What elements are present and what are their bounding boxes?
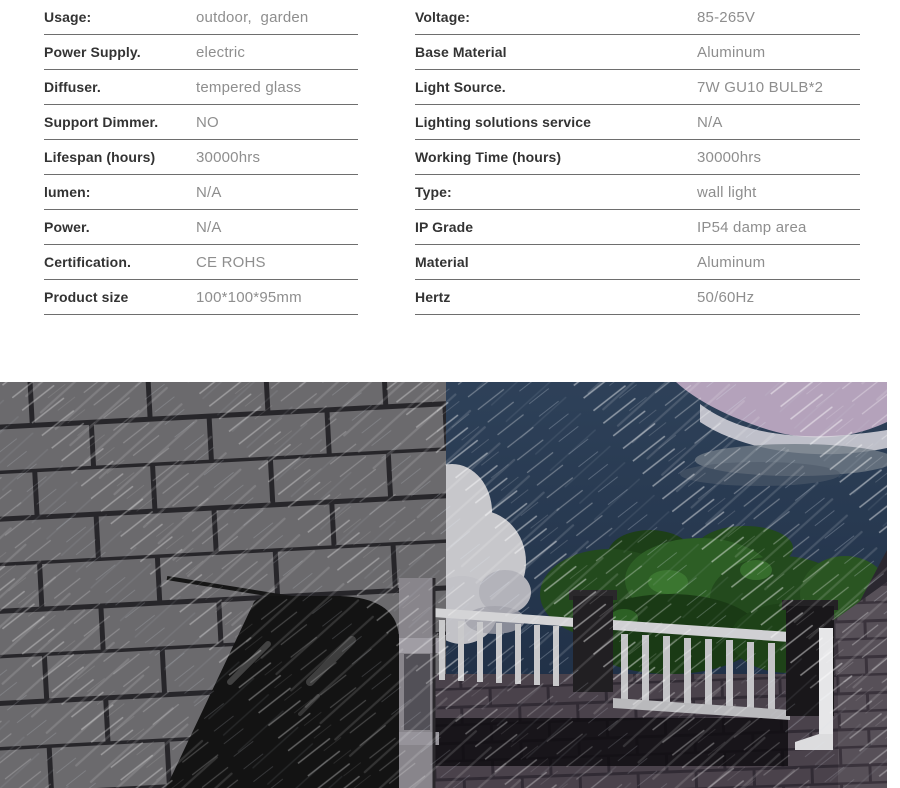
spec-label: Certification.: [44, 254, 131, 270]
spec-row: [44, 280, 358, 315]
spec-row: [44, 70, 358, 105]
spec-label: Working Time (hours): [415, 149, 562, 165]
spec-row: [44, 210, 358, 245]
spec-label: Lifespan (hours): [44, 149, 156, 165]
spec-label: Power.: [44, 219, 90, 235]
spec-row: [44, 105, 358, 140]
spec-value: N/A: [196, 218, 222, 236]
spec-label: Material: [415, 254, 469, 270]
spec-label: Lighting solutions service: [415, 114, 592, 130]
spec-row: [415, 0, 860, 35]
spec-label: Support Dimmer.: [44, 114, 159, 130]
spec-label: Product size: [44, 289, 129, 305]
spec-value: 50/60Hz: [697, 288, 755, 306]
spec-label: Base Material: [415, 44, 507, 60]
spec-value: N/A: [196, 183, 222, 201]
spec-label: Hertz: [415, 289, 451, 305]
spec-label: Power Supply.: [44, 44, 141, 60]
spec-value: 100*100*95mm: [196, 288, 302, 306]
spec-value: N/A: [697, 113, 723, 131]
spec-row: [415, 210, 860, 245]
spec-row: [415, 70, 860, 105]
product-scene-image: [0, 382, 887, 788]
spec-label: lumen:: [44, 184, 91, 200]
spec-value: outdoor, garden: [196, 8, 309, 26]
spec-value: IP54 damp area: [697, 218, 807, 236]
spec-label: IP Grade: [415, 219, 474, 235]
spec-row: [415, 105, 860, 140]
spec-row: [415, 245, 860, 280]
spec-row: [415, 35, 860, 70]
spec-row: [415, 140, 860, 175]
spec-value: NO: [196, 113, 219, 131]
spec-value: wall light: [697, 183, 757, 201]
spec-label: Usage:: [44, 9, 92, 25]
spec-row: [44, 245, 358, 280]
spec-value: Aluminum: [697, 253, 766, 271]
rain-overlay: [0, 382, 887, 788]
spec-row: [44, 0, 358, 35]
spec-value: tempered glass: [196, 78, 302, 96]
spec-value: 30000hrs: [196, 148, 261, 166]
spec-row: [415, 175, 860, 210]
spec-row: [415, 280, 860, 315]
spec-label: Diffuser.: [44, 79, 101, 95]
spec-table-left: [44, 0, 358, 315]
spec-value: Aluminum: [697, 43, 766, 61]
spec-value: 7W GU10 BULB*2: [697, 78, 824, 96]
spec-row: [44, 35, 358, 70]
rain-scene-illustration: [0, 382, 887, 788]
spec-value: 30000hrs: [697, 148, 762, 166]
spec-label: Voltage:: [415, 9, 470, 25]
spec-label: Type:: [415, 184, 452, 200]
spec-value: electric: [196, 43, 246, 61]
spec-value: 85-265V: [697, 8, 756, 26]
spec-label: Light Source.: [415, 79, 506, 95]
spec-table-right: [415, 0, 860, 315]
spec-row: [44, 175, 358, 210]
spec-row: [44, 140, 358, 175]
spec-value: CE ROHS: [196, 253, 266, 271]
